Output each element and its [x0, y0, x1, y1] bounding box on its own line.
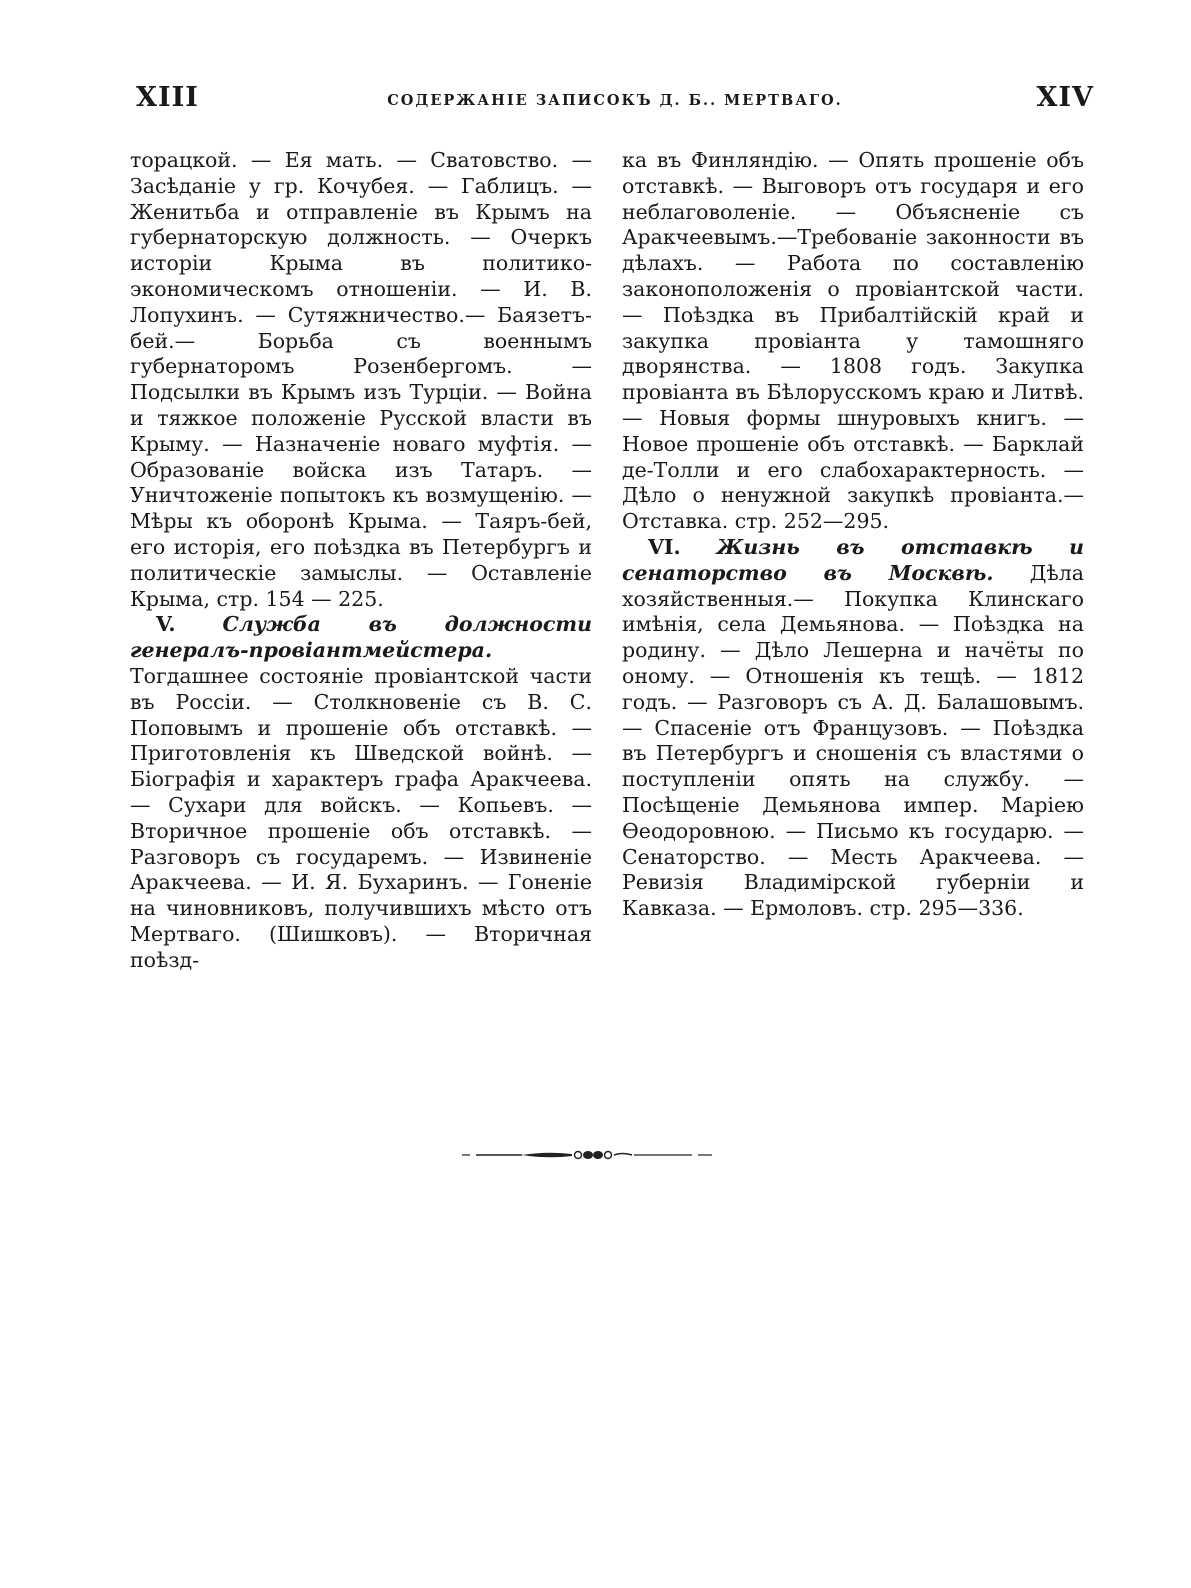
- right-column: [622, 148, 1084, 922]
- page-number-left: XIII: [136, 82, 199, 113]
- page-number-right: XIV: [1036, 82, 1094, 113]
- page-header: [130, 82, 1100, 122]
- decorative-tailpiece-icon: [462, 1140, 722, 1170]
- right-paragraph-continued: ка въ Финляндію. — Опять прошеніе объ отставкѣ. — Выговоръ отъ государя и его неблаговоленіе. — Объясненіе съ Аракчеевымъ.—Требованіе законности въ дѣлахъ. — Работа по составленію законоположенія о провіантской части. — Поѣздка въ Прибалтійскій край и закупка провіанта у тамошняго дворянства. — 1808 годъ. Закупка провіанта въ Бѣлорусскомъ краю и Литвѣ. — Новыя формы шнуровыхъ книгъ. — Новое прошеніе объ отставкѣ. — Барклай де-Толли и его слабохарактерность. — Дѣло о ненужной закупкѣ провіанта.—Отставка. стр. 252—295.: [622, 148, 1084, 534]
- left-paragraph-continued: торацкой. — Ея мать. — Сватовство. — Засѣданіе у гр. Кочубея. — Габлицъ. — Женитьба и отправленіе въ Крымъ на губернаторскую должность. — Очеркъ исторіи Крыма въ политико-экономическомъ отношеніи. — И. В. Лопухинъ. — Сутяжничество.— Баязетъ-бей.— Борьба съ военнымъ губернаторомъ Розенбергомъ. — Подсылки въ Крымъ изъ Турціи. — Война и тяжкое положеніе Русской власти въ Крыму. — Назначеніе новаго муфтія. — Образованіе войска изъ Татаръ. — Уничтоженіе попытокъ къ возмущенію. — Мѣры къ оборонѣ Крыма. — Таяръ-бей, его исторія, его поѣздка въ Петербургъ и политическіе замыслы. — Оставленіе Крыма, стр. 154 — 225.: [130, 148, 592, 611]
- running-title: СОДЕРЖАНІЕ ЗАПИСОКЪ Д. Б.. МЕРТВАГО.: [387, 92, 843, 109]
- section-vi-entry: [622, 535, 1084, 922]
- left-column: [130, 148, 592, 974]
- section-v-number: V.: [156, 612, 176, 637]
- tailpiece-svg: [462, 1140, 722, 1170]
- section-vi-number: VI.: [648, 534, 681, 559]
- section-v-text: Тогдашнее состояніе провіантской части въ Россіи. — Столкновеніе съ В. С. Поповымъ и прошеніе объ отставкѣ. — Приготовленія къ Шведской войнѣ. — Біографія и характеръ графа Аракчеева. — Сухари для войскъ. — Копьевъ. — Вторичное прошеніе объ отставкѣ. — Разговоръ съ государемъ. — Извиненіе Аракчеева. — И. Я. Бухаринъ. — Гоненіе на чиновниковъ, получившихъ мѣсто отъ Мертваго. (Шишковъ). — Вторичная поѣзд-: [130, 663, 592, 972]
- section-v-entry: [130, 612, 592, 973]
- section-vi-title: Жизнь въ отставкѣ и сенаторство въ Москвѣ.: [622, 534, 1084, 585]
- section-v-title: Служба въ должности генералъ-провіантмейстера.: [130, 612, 592, 663]
- section-vi-text: Дѣла хозяйственныя.— Покупка Клинскаго имѣнія, села Демьянова. — Поѣздка на родину. — Дѣло Лешерна и начёты по оному. — Отношенія къ тещѣ. — 1812 годъ. — Разговоръ съ А. Д. Балашовымъ. — Спасеніе отъ Французовъ. — Поѣздка въ Петербургъ и сношенія съ властями о поступленіи опять на службу. — Посѣщеніе Демьянова импер. Маріею Ѳеодоровною. — Письмо къ государю. — Сенаторство. — Месть Аракчеева. — Ревизія Владимірской губерніи и Кавказа. — Ермоловъ. стр. 295—336.: [622, 560, 1084, 921]
